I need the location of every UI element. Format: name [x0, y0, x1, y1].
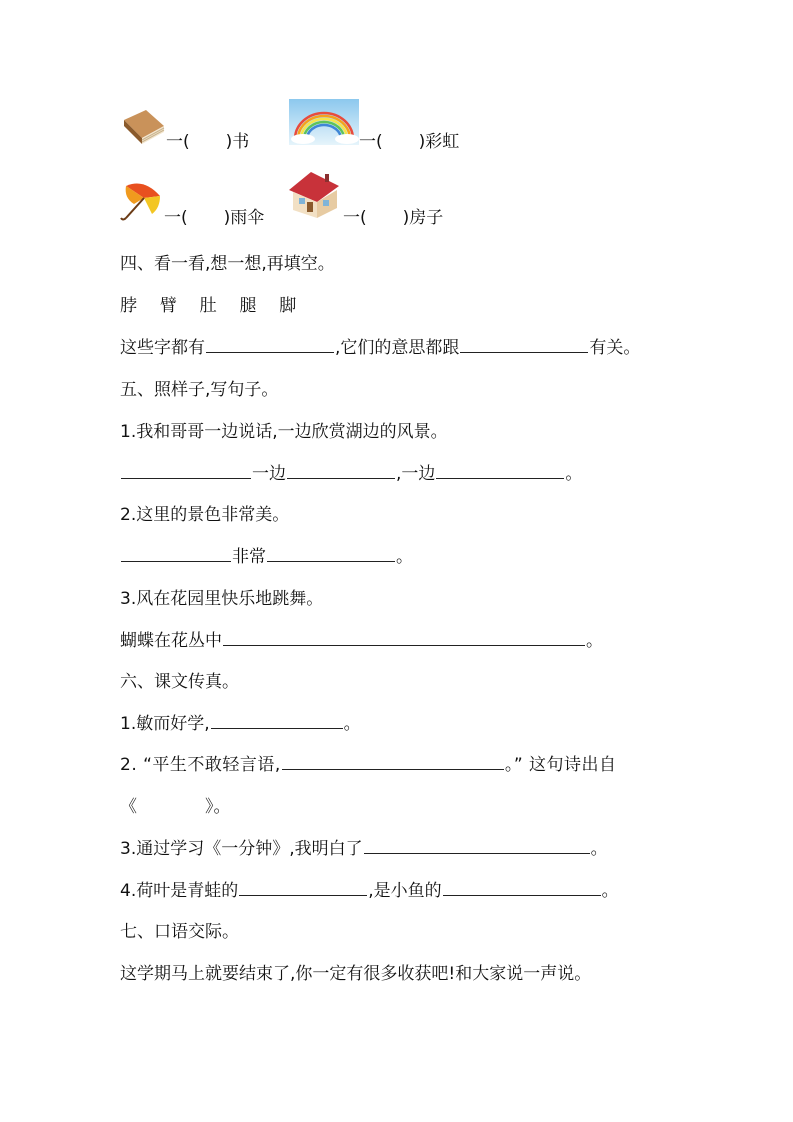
section6-q2-source — [120, 795, 231, 819]
measure-book — [166, 130, 249, 154]
measure-umbrella — [164, 206, 264, 230]
section6-q4-a: 4.荷叶是青蛙的 — [120, 881, 239, 901]
section4-blank-1[interactable] — [206, 336, 334, 353]
section6-q4 — [120, 879, 619, 903]
section5-q2-answer — [120, 545, 413, 569]
section6-q3-end: 。 — [590, 839, 608, 859]
section6-q4-blank-2[interactable] — [443, 879, 601, 896]
measure-umbrella-post: )雨伞 — [223, 208, 265, 228]
umbrella-picture — [120, 178, 164, 222]
section6-q2-a: 2. “平生不敢轻言语, — [120, 755, 281, 775]
section4-title: 四、看一看,想一想,再填空。 — [120, 254, 335, 274]
section6-q4-end: 。 — [601, 881, 619, 901]
section5-q1: 1.我和哥哥一边说话,一边欣赏湖边的风景。 — [120, 422, 448, 442]
section6-q4-blank-1[interactable] — [239, 879, 367, 896]
section7-title: 七、口语交际。 — [120, 922, 239, 942]
book-picture — [120, 104, 166, 148]
section6-q1 — [120, 712, 361, 736]
section4-text-a: 这些字都有 — [120, 338, 205, 358]
section4-text-c: 有关。 — [589, 338, 641, 358]
section5-q3-blank[interactable] — [223, 629, 585, 646]
section5-q2-end: 。 — [396, 547, 413, 567]
section5-q1-blank-3[interactable] — [436, 462, 564, 479]
house-picture — [285, 168, 343, 220]
section5-q3-end: 。 — [586, 631, 603, 651]
section6-q2-c: 《 — [120, 797, 137, 817]
section4-blank-2[interactable] — [460, 336, 588, 353]
section5-q2-blank-1[interactable] — [121, 545, 231, 562]
measure-rainbow — [359, 130, 459, 154]
section5-q3-a: 蝴蝶在花丛中 — [120, 631, 222, 651]
measure-rainbow-post: )彩虹 — [418, 132, 460, 152]
section5-q2-a: 非常 — [232, 547, 266, 567]
char-5: 脚 — [279, 296, 297, 316]
section4-text-b: ,它们的意思都跟 — [335, 338, 460, 358]
section5-q2-blank-2[interactable] — [267, 545, 395, 562]
rainbow-picture — [289, 99, 359, 145]
char-1: 脖 — [120, 296, 137, 316]
section6-q4-b: ,是小鱼的 — [368, 881, 442, 901]
measure-rainbow-pre: 一( — [359, 132, 383, 152]
section6-q1-a: 1.敏而好学, — [120, 714, 210, 734]
measure-umbrella-pre: 一( — [164, 208, 188, 228]
measure-house — [343, 206, 443, 230]
section5-q1-end: 。 — [565, 464, 583, 484]
section4-chars — [120, 294, 296, 318]
section5-q3: 3.风在花园里快乐地跳舞。 — [120, 589, 324, 609]
char-2: 臂 — [159, 296, 177, 316]
section6-q2-d: 》。 — [205, 797, 231, 817]
section6-q2-blank[interactable] — [282, 753, 504, 770]
section5-q1-blank-1[interactable] — [121, 462, 251, 479]
section6-q2 — [120, 753, 617, 777]
section5-q1-a: 一边 — [252, 464, 286, 484]
measure-book-pre: 一( — [166, 132, 190, 152]
section5-title: 五、照样子,写句子。 — [120, 380, 279, 400]
section6-q3-blank[interactable] — [364, 837, 590, 854]
measure-house-pre: 一( — [343, 208, 367, 228]
section5-q1-blank-2[interactable] — [287, 462, 395, 479]
section5-q3-answer — [120, 629, 603, 653]
section5-q2: 2.这里的景色非常美。 — [120, 505, 290, 525]
section6-title: 六、课文传真。 — [120, 672, 239, 692]
section6-q1-blank[interactable] — [211, 712, 343, 729]
char-3: 肚 — [199, 296, 217, 316]
measure-book-post: )书 — [225, 132, 250, 152]
measure-house-post: )房子 — [402, 208, 444, 228]
section5-q1-answer — [120, 462, 582, 486]
section6-q2-b: 。” 这句诗出自 — [504, 755, 617, 775]
section6-q3 — [120, 837, 608, 861]
section5-q1-b: ,一边 — [396, 464, 436, 484]
section6-q1-end: 。 — [343, 714, 361, 734]
section7-text: 这学期马上就要结束了,你一定有很多收获吧!和大家说一声说。 — [120, 964, 592, 984]
section6-q3-a: 3.通过学习《一分钟》,我明白了 — [120, 839, 363, 859]
section4-sentence — [120, 336, 640, 360]
char-4: 腿 — [239, 296, 257, 316]
